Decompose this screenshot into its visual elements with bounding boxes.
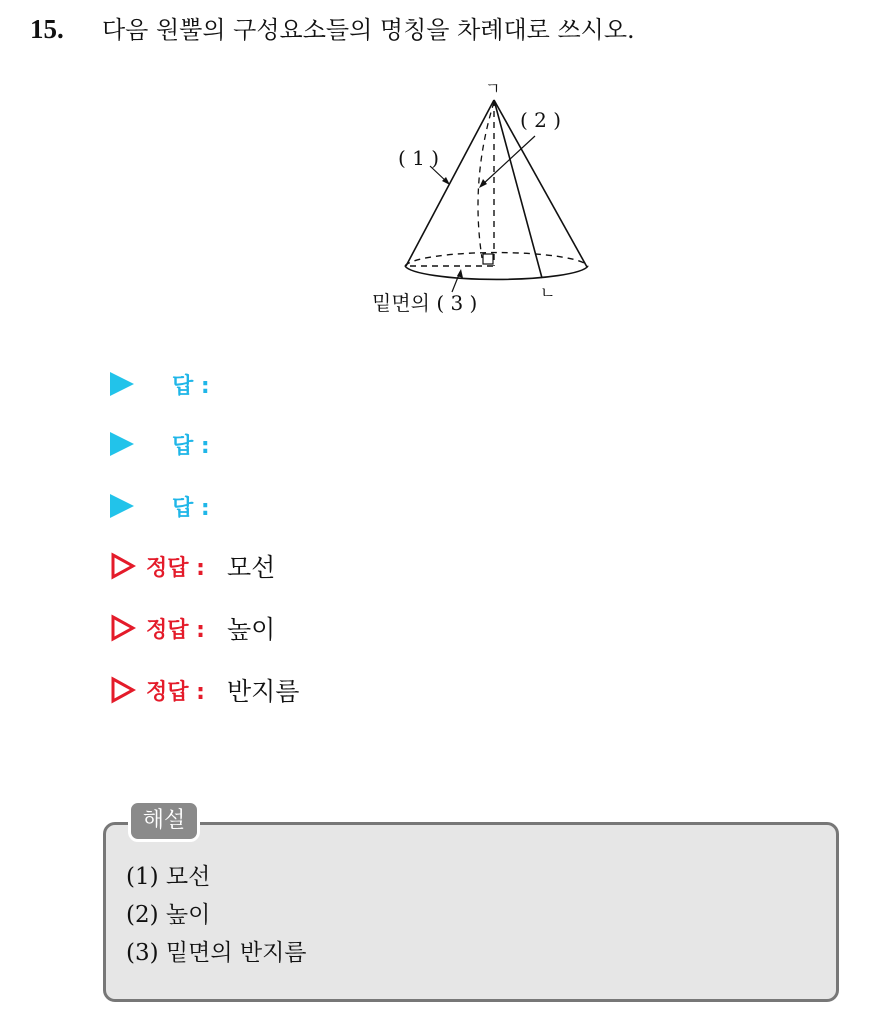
explanation-line-2: (2) 높이	[126, 902, 211, 928]
correct-row-3	[110, 672, 299, 708]
answer-row-3[interactable]	[110, 488, 210, 524]
play-triangle-icon	[110, 432, 134, 456]
correct-label: 정답 :	[146, 617, 205, 643]
outline-triangle-icon	[110, 552, 136, 580]
explanation-line-1: (1) 모선	[126, 864, 211, 890]
outline-triangle-icon	[110, 614, 136, 642]
correct-value: 반지름	[226, 677, 300, 706]
cone-left-side	[406, 100, 494, 266]
correct-value: 모선	[226, 553, 276, 582]
cone-figure	[370, 80, 610, 320]
explanation-lines	[126, 858, 307, 972]
label-3: 밑면의 ( 3 )	[372, 291, 478, 315]
correct-label: 정답 :	[146, 555, 205, 581]
correct-row-1	[110, 548, 275, 584]
question	[30, 12, 870, 47]
cone-diagram	[370, 80, 610, 320]
explanation-tab: 해설	[128, 800, 200, 842]
correct-row-2	[110, 610, 275, 646]
base-back-arc	[405, 253, 588, 266]
answer-label: 답 :	[172, 495, 210, 521]
play-triangle-icon	[110, 372, 134, 396]
question-number: 15.	[30, 14, 64, 44]
correct-label: 정답 :	[146, 679, 205, 705]
pointer-2-head	[479, 179, 487, 188]
explanation-line-3: (3) 밑면의 반지름	[126, 940, 307, 966]
question-text: 다음 원뿔의 구성요소들의 명칭을 차례대로 쓰시오.	[102, 16, 635, 44]
answer-label: 답 :	[172, 433, 210, 459]
answer-row-1[interactable]	[110, 366, 210, 402]
vertex-label: ㄱ	[485, 79, 501, 98]
base-point-label: ㄴ	[540, 283, 556, 302]
answer-row-2[interactable]	[110, 426, 210, 462]
correct-value: 높이	[226, 615, 276, 644]
base-front-arc	[405, 266, 588, 279]
right-angle-marker	[483, 254, 493, 264]
play-triangle-icon	[110, 494, 134, 518]
answer-label: 답 :	[172, 373, 210, 399]
outline-triangle-icon	[110, 676, 136, 704]
label-1: ( 1 )	[398, 146, 440, 170]
label-2: ( 2 )	[520, 108, 562, 132]
